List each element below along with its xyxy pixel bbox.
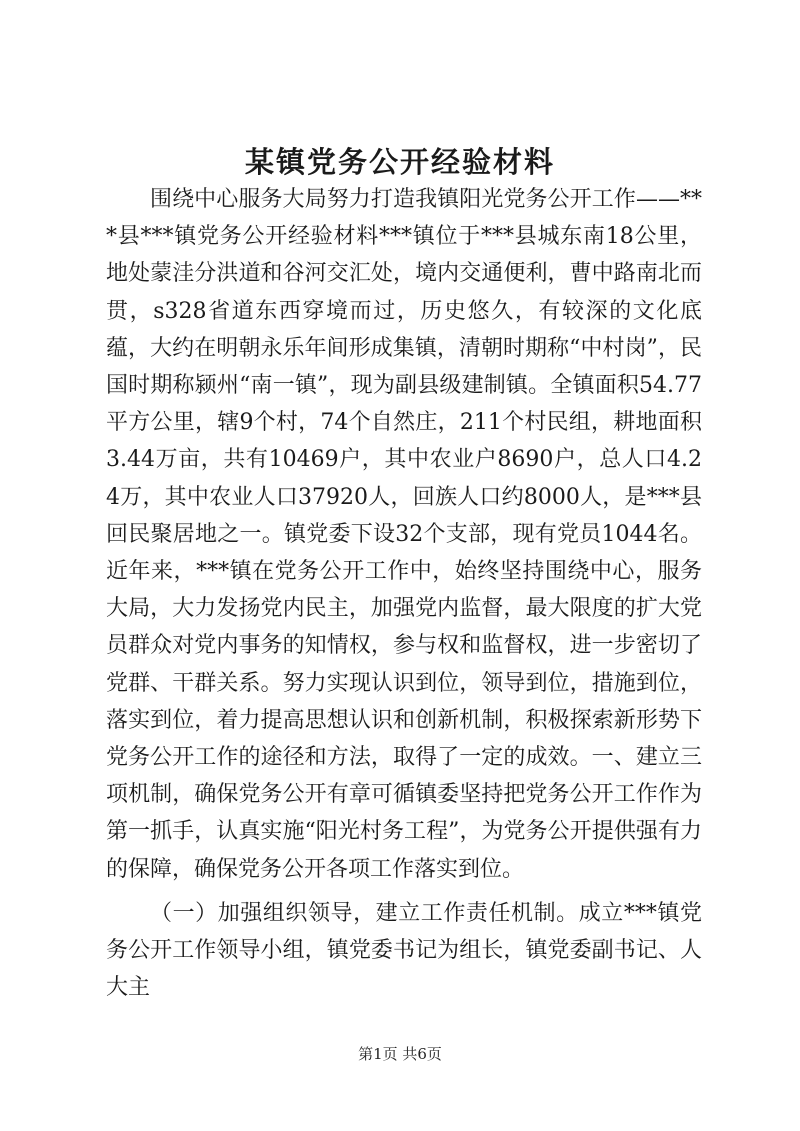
document-title: 某镇党务公开经验材料 [244,145,555,179]
page-number-footer: 第1页 共6页 [358,1045,442,1063]
body-paragraph-2: （一）加强组织领导，建立工作责任机制。成立***镇党务公开工作领导小组，镇党委书记为组长，镇党委副书记、人大主 [106,900,702,1001]
document-body [106,181,702,1006]
body-paragraph-1: 围绕中心服务大局努力打造我镇阳光党务公开工作——***县***镇党务公开经验材料***镇位于***县城东南18公里，地处蒙洼分洪道和谷河交汇处，境内交通便利，曹中路南北而贯，s328省道东西穿境而过，历史悠久，有较深的文化底蕴，大约在明朝永乐年间形成集镇，清朝时期称“中村岗”，民国时期称颍州“南一镇”，现为副县级建制镇。全镇面积54.77平方公里，辖9个村，74个自然庄，211个村民组，耕地面积3.44万亩，共有10469户，其中农业户8690户，总人口4.24万，其中农业人口37920人，回族人口约8000人，是***县回民聚居地之一。镇党委下设32个支部，现有党员1044名。近年来，***镇在党务公开工作中，始终坚持围绕中心，服务大局，大力发扬党内民主，加强党内监督，最大限度的扩大党员群众对党内事务的知情权，参与权和监督权，进一步密切了党群、干群关系。努力实现认识到位，领导到位，措施到位，落实到位，着力提高思想认识和创新机制，积极探索新形势下党务公开工作的途径和方法，取得了一定的成效。一、建立三项机制，确保党务公开有章可循镇委坚持把党务公开工作作为第一抓手，认真实施“阳光村务工程”，为党务公开提供强有力的保障，确保党务公开各项工作落实到位。 [106,187,702,882]
